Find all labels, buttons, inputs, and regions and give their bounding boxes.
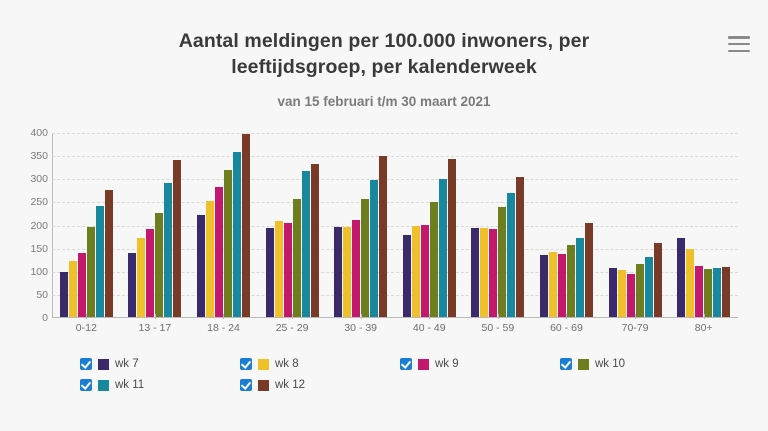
- legend-label: wk 9: [435, 358, 459, 370]
- legend-item-wk-7[interactable]: [52, 358, 212, 370]
- legend-color-swatch: [418, 359, 429, 370]
- x-tick-label: 18 - 24: [207, 322, 240, 334]
- bar-wk-12[interactable]: [242, 134, 250, 318]
- bar-group: [532, 133, 601, 318]
- x-tick-label: 25 - 29: [275, 322, 309, 334]
- y-tick-label: 50: [36, 288, 48, 301]
- legend-label: wk 11: [115, 379, 145, 391]
- bar-wk-8[interactable]: [206, 201, 214, 318]
- legend-color-swatch: [98, 359, 109, 370]
- bar-group: [189, 133, 258, 318]
- x-tick-label: 60 - 69: [550, 322, 583, 334]
- x-tick-label: 40 - 49: [412, 322, 446, 334]
- bar-wk-8[interactable]: [618, 270, 626, 318]
- bar-wk-12[interactable]: [105, 190, 113, 318]
- bar-wk-9[interactable]: [695, 266, 703, 318]
- bar-wk-7[interactable]: [128, 253, 136, 318]
- bar-wk-9[interactable]: [284, 223, 292, 318]
- bar-wk-11[interactable]: [302, 171, 310, 318]
- bar-wk-12[interactable]: [722, 267, 730, 318]
- bar-wk-7[interactable]: [609, 268, 617, 318]
- bar-wk-9[interactable]: [558, 254, 566, 318]
- page-subtitle: van 15 februari t/m 30 maart 2021: [277, 93, 491, 109]
- y-tick-label: 0: [42, 312, 48, 324]
- y-tick-label: 300: [30, 173, 48, 186]
- bar-wk-8[interactable]: [343, 227, 351, 318]
- bar-wk-7[interactable]: [197, 215, 205, 318]
- bar-wk-11[interactable]: [713, 268, 721, 318]
- bar-wk-8[interactable]: [686, 249, 694, 318]
- bar-wk-12[interactable]: [654, 243, 662, 318]
- bar-wk-12[interactable]: [379, 156, 387, 318]
- bar-group: [326, 133, 395, 318]
- legend-checkbox-icon[interactable]: [240, 358, 252, 370]
- bar-wk-10[interactable]: [704, 269, 712, 318]
- legend-item-wk-11[interactable]: [52, 379, 212, 391]
- bar-group: [121, 133, 190, 318]
- bar-wk-7[interactable]: [540, 255, 548, 318]
- plot-area: [30, 127, 738, 324]
- legend-item-wk-9[interactable]: [372, 358, 532, 370]
- chart-legend: [52, 358, 692, 391]
- legend-item-wk-12[interactable]: [212, 379, 372, 391]
- bar-group: [395, 133, 464, 318]
- bar-wk-11[interactable]: [370, 180, 378, 318]
- bar-wk-11[interactable]: [645, 257, 653, 319]
- bar-group: [258, 133, 327, 318]
- bar-wk-10[interactable]: [567, 245, 575, 318]
- legend-color-swatch: [98, 380, 109, 391]
- chart-header: [0, 0, 768, 109]
- bar-wk-11[interactable]: [96, 206, 104, 318]
- x-tick-label: 30 - 39: [344, 322, 378, 334]
- bar-wk-7[interactable]: [403, 235, 411, 318]
- bar-wk-10[interactable]: [636, 264, 644, 318]
- x-tick-label: 80+: [694, 322, 713, 334]
- bar-wk-11[interactable]: [439, 179, 447, 318]
- legend-item-wk-8[interactable]: [212, 358, 372, 370]
- legend-color-swatch: [258, 380, 269, 391]
- bar-wk-12[interactable]: [516, 177, 524, 318]
- bar-group: [464, 133, 533, 318]
- bar-wk-10[interactable]: [293, 199, 301, 318]
- bar-wk-9[interactable]: [627, 274, 635, 318]
- x-tick-label: 50 - 59: [481, 322, 515, 334]
- legend-color-swatch: [258, 359, 269, 370]
- y-axis-labels: [14, 127, 48, 324]
- bar-wk-9[interactable]: [421, 225, 429, 318]
- bar-groups: [52, 133, 738, 318]
- y-tick-label: 100: [30, 265, 48, 278]
- bar-wk-8[interactable]: [549, 252, 557, 318]
- legend-label: wk 12: [275, 379, 306, 391]
- bar-group: [601, 133, 670, 318]
- legend-label: wk 8: [275, 358, 299, 370]
- bar-wk-10[interactable]: [430, 202, 438, 318]
- bar-wk-10[interactable]: [361, 199, 369, 318]
- bar-wk-8[interactable]: [480, 228, 488, 318]
- bar-wk-8[interactable]: [275, 221, 283, 318]
- bar-group: [52, 133, 121, 318]
- x-tick-label: 13 - 17: [138, 322, 172, 334]
- bar-wk-11[interactable]: [576, 238, 584, 318]
- bar-wk-12[interactable]: [311, 164, 319, 318]
- bar-group: [669, 133, 738, 318]
- bar-wk-8[interactable]: [69, 261, 77, 318]
- x-tick-label: 70-79: [621, 322, 649, 334]
- bar-wk-12[interactable]: [448, 159, 456, 318]
- bar-wk-8[interactable]: [412, 226, 420, 318]
- bar-wk-9[interactable]: [146, 229, 154, 318]
- y-tick-label: 400: [30, 127, 48, 139]
- bar-wk-12[interactable]: [173, 160, 181, 318]
- legend-label: wk 7: [115, 358, 139, 370]
- legend-color-swatch: [578, 359, 589, 370]
- bar-wk-7[interactable]: [334, 227, 342, 318]
- bar-wk-11[interactable]: [233, 152, 241, 318]
- bar-wk-9[interactable]: [489, 229, 497, 318]
- legend-item-wk-10[interactable]: [532, 358, 692, 370]
- bar-wk-11[interactable]: [507, 193, 515, 318]
- bar-wk-9[interactable]: [215, 187, 223, 318]
- bar-wk-11[interactable]: [164, 183, 172, 318]
- bar-wk-10[interactable]: [498, 207, 506, 318]
- legend-checkbox-icon[interactable]: [240, 379, 252, 391]
- bar-wk-8[interactable]: [137, 238, 145, 318]
- bar-wk-10[interactable]: [224, 170, 232, 318]
- legend-checkbox-icon[interactable]: [560, 358, 572, 370]
- bar-wk-10[interactable]: [155, 213, 163, 318]
- bar-wk-9[interactable]: [78, 253, 86, 318]
- y-tick-label: 350: [30, 150, 48, 163]
- legend-checkbox-icon[interactable]: [400, 358, 412, 370]
- x-tick-label: 0-12: [75, 322, 97, 334]
- legend-label: wk 10: [595, 358, 626, 370]
- bar-wk-9[interactable]: [352, 220, 360, 318]
- bar-wk-7[interactable]: [266, 228, 274, 318]
- y-tick-label: 200: [30, 219, 48, 232]
- x-axis-labels: [52, 322, 738, 340]
- y-tick-label: 250: [30, 196, 48, 209]
- bar-wk-7[interactable]: [60, 272, 68, 318]
- x-axis-line: [52, 317, 738, 318]
- hamburger-menu-icon[interactable]: [728, 36, 750, 52]
- legend-checkbox-icon[interactable]: [80, 358, 92, 370]
- bar-wk-12[interactable]: [585, 223, 593, 318]
- page-title: Aantal meldingen per 100.000 inwoners, per leeftijdsgroep, per kalenderweek: [178, 30, 590, 79]
- bar-wk-7[interactable]: [677, 238, 685, 318]
- bar-wk-7[interactable]: [471, 228, 479, 318]
- bar-wk-10[interactable]: [87, 227, 95, 318]
- y-tick-label: 150: [30, 242, 48, 255]
- legend-checkbox-icon[interactable]: [80, 379, 92, 391]
